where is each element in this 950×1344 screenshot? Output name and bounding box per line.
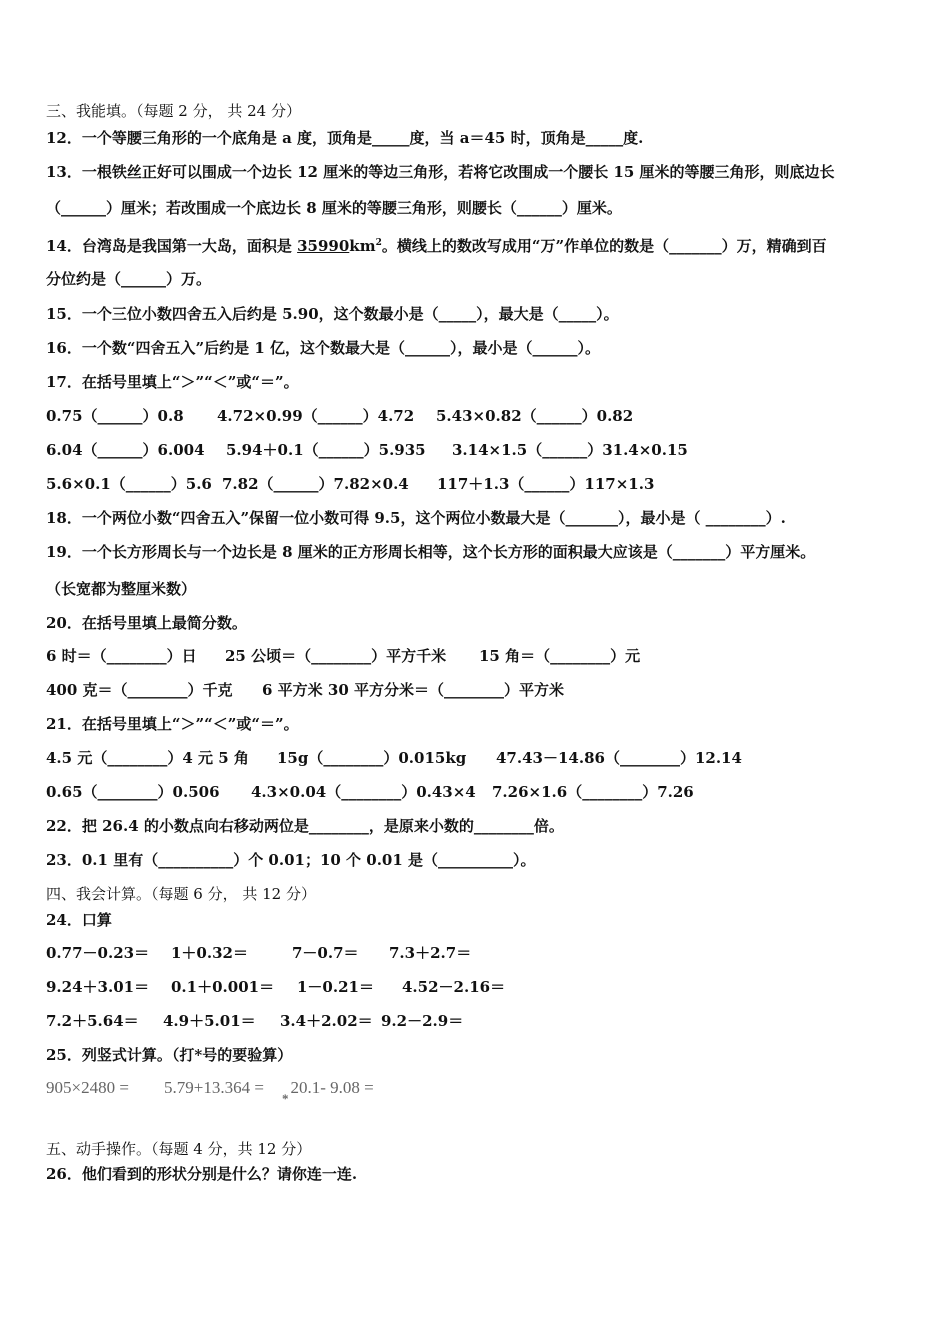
compare-item: 4.72×0.99（______）4.72 <box>217 407 415 425</box>
conversion-item: 15 角＝（________）元 <box>479 647 641 665</box>
conversion-item: 6 平方米 30 平方分米＝（________）平方米 <box>262 681 564 699</box>
mental-math-item: 9.2－2.9＝ <box>381 1012 464 1030</box>
mental-math-item: 0.1＋0.001＝ <box>171 978 275 996</box>
mental-math-item: 0.77－0.23＝ <box>46 944 150 962</box>
question-26: 26．他们看到的形状分别是什么？请你连一连. <box>46 1165 358 1183</box>
vertical-calc-item: 905×2480 = <box>46 1078 129 1097</box>
question-24: 24．口算 <box>46 911 112 929</box>
question-14-text-a: 14．台湾岛是我国第一大岛，面积是 <box>46 237 298 255</box>
question-13-line-1: 13．一根铁丝正好可以围成一个边长 12 厘米的等边三角形，若将它改围成一个腰长 15 厘米的等腰三角形，则底边长 <box>46 163 835 181</box>
verify-star-mark: * <box>281 1091 289 1106</box>
mental-math-item: 7.2＋5.64＝ <box>46 1012 139 1030</box>
section-4-heading: 四、我会计算。（每题 6 分， 共 12 分） <box>46 885 316 903</box>
question-17-row-3 <box>46 474 654 494</box>
question-20-row-1 <box>46 646 640 666</box>
mental-math-item: 1－0.21＝ <box>297 978 374 996</box>
mental-math-item: 1＋0.32＝ <box>171 944 248 962</box>
compare-item: 47.43－14.86（________）12.14 <box>496 749 742 767</box>
conversion-item: 400 克＝（________）千克 <box>46 681 233 699</box>
compare-item: 117＋1.3（______）117×1.3 <box>437 475 655 493</box>
question-14-line-2: 分位约是（______）万。 <box>46 270 212 288</box>
compare-item: 5.43×0.82（______）0.82 <box>436 407 634 425</box>
question-25: 25．列竖式计算。（打*号的要验算） <box>46 1046 293 1064</box>
compare-item: 3.14×1.5（______）31.4×0.15 <box>452 441 688 459</box>
mental-math-item: 7－0.7＝ <box>292 944 359 962</box>
question-17-row-2 <box>46 440 688 460</box>
vertical-calc-item: 20.1- 9.08 = <box>290 1078 374 1097</box>
question-15: 15．一个三位小数四舍五入后约是 5.90，这个数最小是（_____），最大是（_____）。 <box>46 305 619 323</box>
compare-item: 4.3×0.04（________）0.43×4 <box>251 783 476 801</box>
question-21-row-1 <box>46 748 742 768</box>
area-value-underlined: 35990 <box>297 237 350 255</box>
question-17: 17．在括号里填上“＞”“＜”或“＝”。 <box>46 373 299 391</box>
compare-item: 0.75（______）0.8 <box>46 407 184 425</box>
mental-math-item: 9.24＋3.01＝ <box>46 978 150 996</box>
mental-math-row-1 <box>46 943 471 963</box>
conversion-item: 6 时＝（________）日 <box>46 647 197 665</box>
question-13-line-2: （______）厘米；若改围成一个底边长 8 厘米的等腰三角形，则腰长（______）厘米。 <box>46 199 622 217</box>
area-unit: km <box>349 237 376 255</box>
question-21-row-2 <box>46 782 694 802</box>
question-19-line-1: 19．一个长方形周长与一个边长是 8 厘米的正方形周长相等，这个长方形的面积最大应该是（_______）平方厘米。 <box>46 543 816 561</box>
question-23: 23．0.1 里有（__________）个 0.01；10 个 0.01 是（__________）。 <box>46 851 536 869</box>
mental-math-item: 4.52－2.16＝ <box>402 978 506 996</box>
question-12: 12．一个等腰三角形的一个底角是 a 度，顶角是_____度，当 a＝45 时，顶角是_____度. <box>46 129 644 147</box>
area-unit-superscript: 2 <box>375 238 382 248</box>
compare-item: 15g（________）0.015kg <box>277 749 467 767</box>
question-14-text-b: 。横线上的数改写成用“万”作单位的数是（_______）万，精确到百 <box>381 237 827 255</box>
mental-math-item: 3.4＋2.02＝ <box>280 1012 373 1030</box>
question-20: 20．在括号里填上最简分数。 <box>46 614 247 632</box>
compare-item: 6.04（______）6.004 <box>46 441 205 459</box>
compare-item: 7.26×1.6（________）7.26 <box>492 783 694 801</box>
section-5-heading: 五、动手操作。（每题 4 分，共 12 分） <box>46 1140 312 1158</box>
question-17-row-1 <box>46 406 633 426</box>
mental-math-row-3 <box>46 1011 463 1031</box>
compare-item: 7.82（______）7.82×0.4 <box>222 475 409 493</box>
conversion-item: 25 公顷＝（________）平方千米 <box>225 647 447 665</box>
compare-item: 5.94＋0.1（______）5.935 <box>226 441 426 459</box>
vertical-calc-row <box>46 1077 374 1106</box>
question-21: 21．在括号里填上“＞”“＜”或“＝”。 <box>46 715 299 733</box>
question-19-line-2: （长宽都为整厘米数） <box>46 580 197 598</box>
section-3-heading: 三、我能填。（每题 2 分， 共 24 分） <box>46 102 301 120</box>
question-20-row-2 <box>46 680 564 700</box>
question-16: 16．一个数“四舍五入”后约是 1 亿，这个数最大是（______），最小是（______）。 <box>46 339 601 357</box>
compare-item: 0.65（________）0.506 <box>46 783 220 801</box>
vertical-calc-item: 5.79+13.364 = <box>164 1078 264 1097</box>
question-14-line-1 <box>46 233 827 256</box>
mental-math-item: 7.3＋2.7＝ <box>389 944 472 962</box>
mental-math-row-2 <box>46 977 505 997</box>
mental-math-item: 4.9＋5.01＝ <box>163 1012 256 1030</box>
question-22: 22．把 26.4 的小数点向右移动两位是________，是原来小数的________倍。 <box>46 817 564 835</box>
compare-item: 5.6×0.1（______）5.6 <box>46 475 212 493</box>
question-18: 18．一个两位小数“四舍五入”保留一位小数可得 9.5，这个两位小数最大是（_______），最小是（ ________）. <box>46 509 786 527</box>
compare-item: 4.5 元（________）4 元 5 角 <box>46 749 249 767</box>
